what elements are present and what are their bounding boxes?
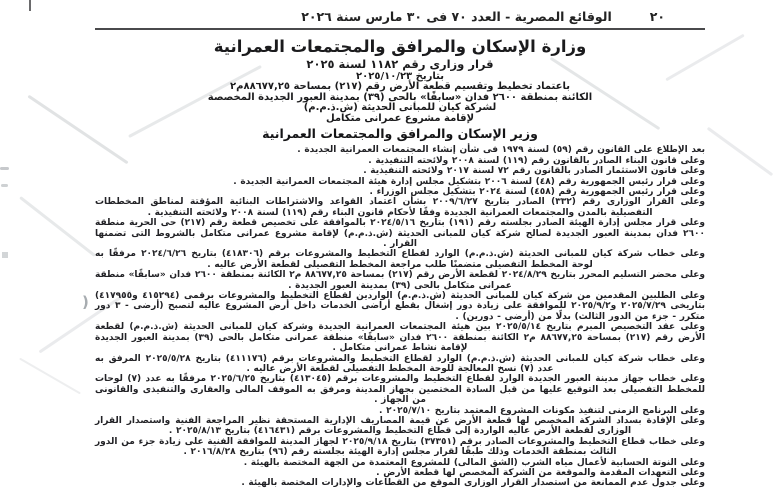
preamble-paragraph: وعلى خطاب شركة كيان للمبانى الحديثة (ش.ذ.م.م) الوارد لقطاع التخطيط والمشروعات برقم (٤١١١٧٦) بتاريخ ٢٠٢٥/٥/٢٨ المرفق به عدد (٧) نسخ المعالجة للوحة المخطط التفصيلى لقطعة الأرض عاليه . (95, 353, 706, 374)
preamble-paragraph: وعلى الإفادة بسداد الشركة المخصص لها قطعة الأرض عن قيمة المصاريف الإدارية المستحقة نظير المراجعة الفنية واستصدار القرار الوزارى لقطعة الأرض عاليه الواردة إلى قطاع التخطيط والمشروعات برقم (٤١٦٤٣١) بتاريخ ٢٠٢٥/٨/١٣ . (95, 415, 705, 437)
minister-heading: وزير الإسكان والمرافق والمجتمعات العمرانية (262, 126, 538, 142)
decree-subject-line-2: الكائنة بمنطقة ٢٦٠٠ فدان «سابقًا» بالحى (٣٩) بمدينة العبور الجديدة المخصصة (207, 91, 593, 103)
masthead (95, 0, 705, 30)
preamble-paragraph: وعلى القرار الوزارى رقم (٣٣٢) الصادر بتاريخ ٢٠٠٩/٦/٢٧ بشأن اعتماد القواعد والاشتراطات البنائية المؤقتة لمناطق المخططات التفصيلية بالمدن والمجتمعات العمرانية الجديدة وفقًا لأحكام قانون البناء رقم (١١٩) لسنة ٢٠٠٨ ولائحته التنفيذية . (95, 197, 705, 218)
scan-edge-mark (0, 167, 9, 170)
preamble-paragraph: وعلى عقد التخصيص المبرم بتاريخ ٢٠٢٥/٥/١٤ بين هيئة المجتمعات العمرانية الجديدة وشركة كيان للمبانى الحديثة (ش.ذ.م.م) لقطعة الأرض رقم (٢١٧) بمساحة ٨٨٦٧٧,٢٥ م٢ الكائنة بمنطقة ٢٦٠٠ فدان «سابقًا» منطقة عمرانى متكامل بالحى (٣٩) بمدينة العبور الجديدة لإقامة نشاط عمرانى متكامل . (95, 322, 706, 354)
watermark-streak (707, 127, 773, 176)
decree-subject-line-4: لإقامة مشروع عمرانى متكامل (325, 112, 475, 124)
decree-subject-line-3: لشركة كيان للمبانى الحديثة (ش.ذ.م.م) (303, 102, 497, 114)
preamble-paragraph: وعلى النوتة الحسابية لأعمال مياه الشرب (الشق المالى) للمشروع المعتمدة من الجهة المختصة بالهيئة . (243, 457, 705, 468)
scan-tick-mark (29, 0, 31, 11)
preamble-paragraph: بعد الإطلاع على القانون رقم (٥٩) لسنة ١٩٧٩ فى شأن إنشاء المجتمعات العمرانية الجديدة . (297, 145, 705, 156)
preamble-paragraph: وعلى محضر التسليم المحرر بتاريخ ٢٠٢٤/٨/٢٩ لقطعة الأرض رقم (٢١٧) بمساحة ٨٨٦٧٧,٢٥ م٢ الكائنة بمنطقة ٢٦٠٠ فدان «سابقًا» منطقة عمرانى متكامل بالحى (٣٩) بمدينة العبور الجديدة . (95, 270, 705, 291)
preamble-paragraph: وعلى قرار رئيس الجمهورية رقم (٤٨) لسنة ٢٠٠٦ بتشكيل مجلس إدارة هيئة المجتمعات العمرانية الجديدة . (233, 176, 705, 187)
scan-paren-mark: ( (82, 293, 89, 311)
preamble-paragraph: وعلى جدول عدم الممانعة من استصدار القرار الوزارى الموقع من القطاعات والإدارات المختصة بالهيئة . (241, 478, 705, 489)
preamble-list (95, 145, 705, 488)
issue-title: الوقائع المصرية - العدد ٧٠ فى ٣٠ مارس سنة ٢٠٢٦ (301, 9, 612, 24)
page-number: ٢٠ (649, 9, 665, 24)
preamble-paragraph: وعلى خطاب قطاع التخطيط والمشروعات الصادر برقم (٣٧٣٥١) بتاريخ ٢٠٢٥/٩/١٨ لجهاز المدينة للموافقة الفنية على زيادة جزء من الدور الثالث بمنطقة الخدمات وذلك طبقًا لقرار مجلس إدارة الهيئة بجلسته رقم (٩٦) بتاريخ ٢٠١٦/٨/٢٨ . (95, 436, 706, 458)
preamble-paragraph: وعلى التعهدات المقدمة والموقعة من الشركة المخصص لها قطعة الأرض . (376, 467, 705, 478)
preamble-paragraph: وعلى البرنامج الزمنى لتنفيذ مكونات المشروع المعتمد بتاريخ ٢٠٢٥/٧/١٠ . (379, 405, 705, 416)
masthead-rule (95, 28, 705, 30)
scan-square-mark (2, 252, 8, 258)
decree-date-line: بتاريخ ٢٠٢٥/١٠/٢٣ (356, 71, 444, 82)
preamble-paragraph: وعلى قانون البناء الصادر بالقانون رقم (١١٩) لسنة ٢٠٠٨ ولائحته التنفيذية . (368, 155, 705, 166)
decree-number-line: قرار وزارى رقم ١١٨٢ لسنة ٢٠٢٥ (306, 57, 494, 71)
preamble-paragraph: وعلى خطاب جهاز مدينة العبور الجديدة الوارد لقطاع التخطيط والمشروعات برقم (٤١٣٠٤٥) بتاريخ ٢٠٢٥/٦/٢٥ مرفقًا به عدد (٧) لوحات للمخطط التفصيلى بعد التوقيع عليها من قبل السادة المختصين بجهاز المدينة ومرفق به الموقف المالى والعقارى والتنفيذى والقانونى من الجهاز . (95, 374, 706, 406)
preamble-paragraph: وعلى الطلبين المقدمين من شركة كيان للمبانى الحديثة (ش.ذ.م.م) الواردين لقطاع التخطيط والمشروعات برقمى (٤١٥٢٩٤ و٤١٧٩٥٥) بتاريخى ٢٠٢٥/٧/٢٩ و٢٠٢٥/٩/٢ للموافقة على زيادة دور إشغال بقطع أراضى الخدمات داخل أرض المشروع عاليه لتصبح (أرضى - ٣ دور متكرر - جزء من الدور الثالث) بدلًا من (أرضى - دورين) . (95, 291, 706, 322)
page-content (95, 0, 705, 489)
preamble-paragraph: وعلى قرار مجلس إدارة الهيئة الصادر بجلسته رقم (١٩١) بتاريخ ٢٠٢٤/٥/١٦ بالموافقة على تخصيص قطعة رقم (٢١٧) حى الحرية منطقة ٢٦٠٠ فدان بمدينة العبور الجديدة لصالح شركة كيان للمبانى الحديثة (ش.ذ.م.م) لإقامة مشروع عمرانى متكامل بالشروط التى تضمنها القرار . (95, 218, 705, 250)
preamble-paragraph: وعلى قرار رئيس الجمهورية رقم (٤٥٨) لسنة ٢٠٢٤ بتشكيل مجلس الوزراء . (369, 187, 705, 197)
scan-edge-mark (1, 184, 8, 187)
preamble-paragraph: وعلى خطاب شركة كيان للمبانى الحديثة (ش.ذ.م.م) الوارد لقطاع التخطيط والمشروعات برقم (٤١٨٣٠٦) بتاريخ ٢٠٢٤/٦/٢٦ مرفقًا به لوحة المخطط التفصيلى متضمنًا طلب مراجعة المخطط التفصيلى لقطعة الأرض عاليه . (95, 249, 706, 270)
ministry-title: وزارة الإسكان والمرافق والمجتمعات العمرانية (213, 37, 587, 56)
watermark-streak (19, 358, 81, 395)
preamble-paragraph: وعلى قانون الاستثمار الصادر بالقانون رقم ٧٢ لسنة ٢٠١٧ ولائحته التنفيذية . (363, 166, 705, 177)
decree-subject-line-1: باعتماد تخطيط وتقسيم قطعة الأرض رقم (٢١٧) بمساحة ٨٨٦٧٧,٢٥م٢ (230, 81, 570, 92)
watermark-streak (19, 196, 96, 257)
decree-title-block (95, 37, 705, 124)
issue-row (95, 0, 705, 24)
